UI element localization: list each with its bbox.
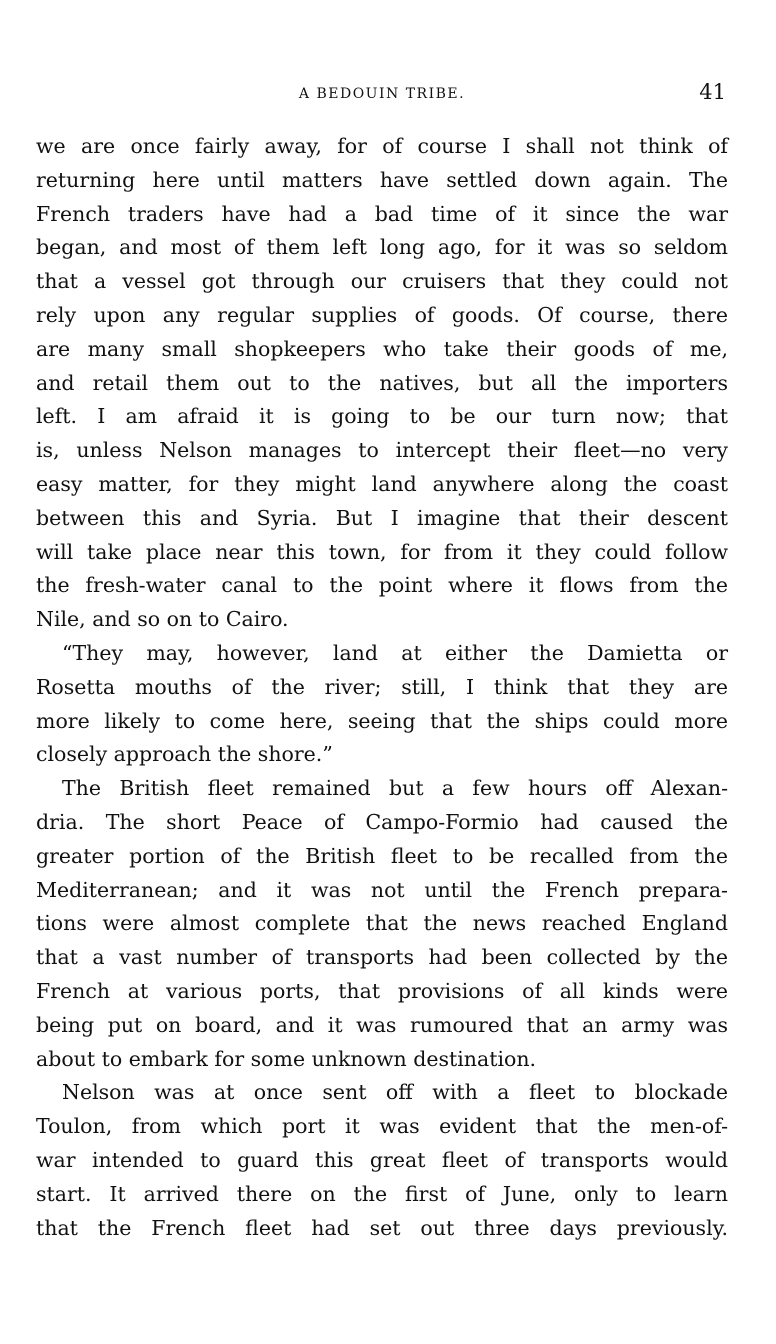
text-line: between this and Syria. But I imagine that their descent [36,505,728,530]
text-line: Rosetta mouths of the river; still, I think that they are [36,674,728,699]
text-line: Toulon, from which port it was evident that the men-of- [36,1114,728,1139]
text-line: greater portion of the British fleet to be recalled from the [36,843,728,868]
paragraph [36,1076,728,1245]
paragraph [36,130,728,637]
paragraph [36,772,728,1076]
text-line: and retail them out to the natives, but all the importers [36,370,728,395]
text-line: began, and most of them left long ago, for it was so seldom [36,235,728,260]
text-line: will take place near this town, for from it they could follow [36,539,728,564]
text-line: are many small shopkeepers who take their goods of me, [36,336,728,361]
text-line: French traders have had a bad time of it since the war [36,201,728,226]
text-line: Nile, and so on to Cairo. [36,607,289,632]
text-line: that a vessel got through our cruisers that they could not [36,269,728,294]
text-line: rely upon any regular supplies of goods. Of course, there [36,302,728,327]
paragraph [36,637,728,772]
text-line: about to embark for some unknown destination. [36,1046,537,1071]
text-line: more likely to come here, seeing that the ships could more [36,708,728,733]
text-line: returning here until matters have settled down again. The [36,167,728,192]
text-line: Nelson was at once sent off with a fleet to blockade [62,1080,728,1105]
text-line: dria. The short Peace of Campo-Formio had caused the [36,809,728,834]
text-line: we are once fairly away, for of course I shall not think of [36,134,728,158]
text-line: that the French fleet had set out three days previously. [36,1215,728,1240]
page-number: 41 [699,80,726,104]
text-line: left. I am afraid it is going to be our turn now; that [36,404,728,429]
text-line: war intended to guard this great fleet of transports would [36,1147,728,1172]
text-line: French at various ports, that provisions of all kinds were [36,978,728,1003]
body-text [36,130,728,1245]
text-line: easy matter, for they might land anywhere along the coast [36,471,728,496]
text-line: start. It arrived there on the first of June, only to learn [36,1181,728,1206]
text-line: tions were almost complete that the news reached England [36,911,728,936]
running-title: A BEDOUIN TRIBE. [298,86,466,102]
text-line: the fresh-water canal to the point where it flows from the [36,573,728,598]
text-line: is, unless Nelson manages to intercept their fleet—no very [36,438,728,463]
text-line: closely approach the shore.” [36,742,333,767]
text-line: being put on board, and it was rumoured that an army was [36,1012,728,1037]
page-header [36,80,728,110]
text-line: The British fleet remained but a few hours off Alexan- [62,776,728,801]
text-line: Mediterranean; and it was not until the French prepara- [36,877,728,902]
text-line: “They may, however, land at either the Damietta or [62,640,728,665]
text-line: that a vast number of transports had been collected by the [36,945,728,970]
